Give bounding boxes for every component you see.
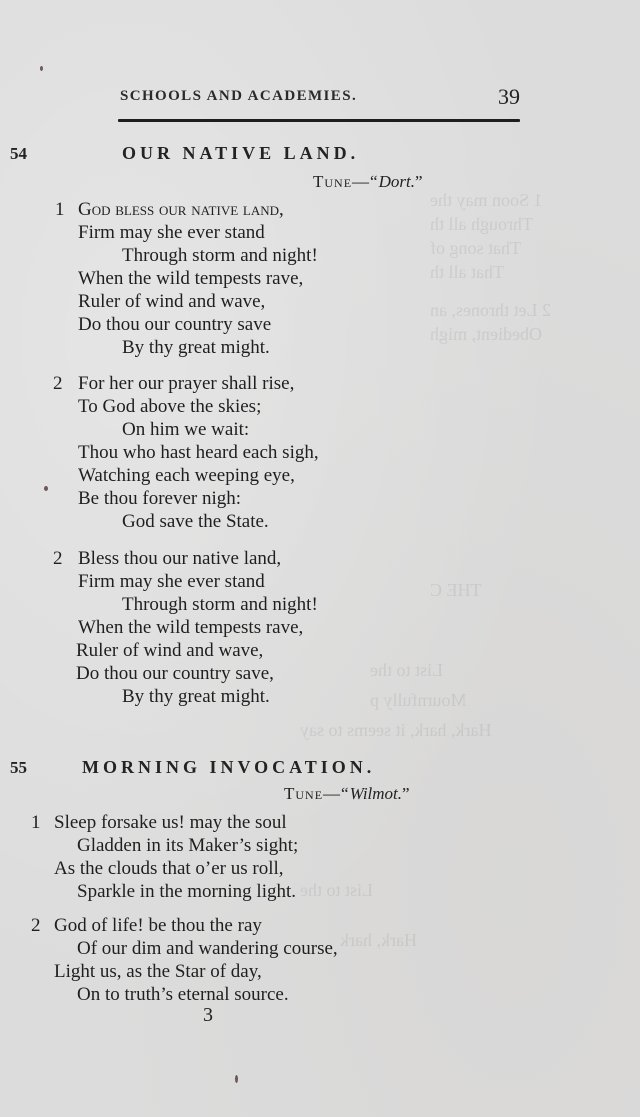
hymn-number: 54 xyxy=(10,144,27,163)
tune-label: Tune—“ xyxy=(284,784,350,803)
tune-name: Dort. xyxy=(378,172,415,191)
bleed-through-text: Hark, hark xyxy=(340,930,417,950)
verse-line: By thy great might. xyxy=(122,337,270,358)
verse-line: Watching each weeping eye, xyxy=(78,465,295,486)
paper-speck xyxy=(44,486,48,491)
bleed-through-text: Obedient, migh xyxy=(430,324,542,344)
hymn-title: OUR NATIVE LAND. xyxy=(122,143,360,163)
header-rule xyxy=(118,119,520,122)
verse-line: To God above the skies; xyxy=(78,396,262,417)
verse-line: By thy great might. xyxy=(122,686,270,707)
stanza-number: 1 xyxy=(55,199,65,220)
verse-line: When the wild tempests rave, xyxy=(78,617,304,638)
stanza-number: 2 xyxy=(53,373,63,394)
signature-mark: 3 xyxy=(203,1004,213,1026)
paper-speck xyxy=(235,1075,238,1083)
tune-line xyxy=(313,172,423,192)
verse-line: Ruler of wind and wave, xyxy=(76,640,264,661)
verse-line: Through storm and night! xyxy=(122,594,318,615)
verse-line: As the clouds that o’er us roll, xyxy=(54,858,284,879)
verse-line: On to truth’s eternal source. xyxy=(77,984,289,1005)
bleed-through-text: List to the xyxy=(300,880,373,900)
running-header-title: SCHOOLS AND ACADEMIES. xyxy=(120,88,358,104)
bleed-through-text: Hark, hark, it seems to say xyxy=(300,720,492,740)
verse-line: Gladden in its Maker’s sight; xyxy=(77,835,299,856)
bleed-through-text: THE C xyxy=(430,580,482,600)
stanza-number: 1 xyxy=(31,812,41,833)
tune-label: Tune—“ xyxy=(313,172,379,191)
verse-line: Light us, as the Star of day, xyxy=(54,961,262,982)
verse-line: God of life! be thou the ray xyxy=(54,915,262,936)
tune-line xyxy=(284,784,410,804)
verse-line: Sparkle in the morning light. xyxy=(77,881,297,902)
tune-close-quote: ” xyxy=(402,784,410,803)
hymn-title: MORNING INVOCATION. xyxy=(82,757,376,777)
verse-line: Firm may she ever stand xyxy=(78,571,265,592)
verse-line: When the wild tempests rave, xyxy=(78,268,304,289)
bleed-through-text: That all th xyxy=(430,262,504,282)
bleed-through-text: Mournfully p xyxy=(370,690,467,710)
bleed-through-text: 2 Let thrones, an xyxy=(430,300,551,320)
tune-name: Wilmot. xyxy=(349,784,403,803)
verse-line: Be thou forever nigh: xyxy=(78,488,242,509)
verse-line: Ruler of wind and wave, xyxy=(78,291,266,312)
verse-line: Firm may she ever stand xyxy=(78,222,265,243)
paper-speck xyxy=(40,66,43,71)
verse-line: For her our prayer shall rise, xyxy=(78,373,295,394)
verse-line: On him we wait: xyxy=(122,419,250,440)
verse-line: Sleep forsake us! may the soul xyxy=(54,812,287,833)
verse-line: Of our dim and wandering course, xyxy=(77,938,338,959)
bleed-through-text: Through all th xyxy=(430,214,533,234)
verse-line: Do thou our country save, xyxy=(76,663,274,684)
verse-line: God save the State. xyxy=(122,511,269,532)
stanza-number: 2 xyxy=(53,548,63,569)
verse-line: Bless thou our native land, xyxy=(78,548,282,569)
verse-line: Through storm and night! xyxy=(122,245,318,266)
page-number: 39 xyxy=(498,84,520,109)
bleed-through-text: That song of xyxy=(430,238,521,258)
verse-line: Do thou our country save xyxy=(78,314,272,335)
hymn-number: 55 xyxy=(10,758,27,777)
tune-close-quote: ” xyxy=(414,172,423,191)
bleed-through-text: 1 Soon may the xyxy=(430,190,543,210)
running-header xyxy=(120,84,520,112)
verse-line: Thou who hast heard each sigh, xyxy=(78,442,319,463)
verse-line: God bless our native land, xyxy=(78,199,284,220)
bleed-through-text: List to the xyxy=(370,660,443,680)
stanza-number: 2 xyxy=(31,915,41,936)
